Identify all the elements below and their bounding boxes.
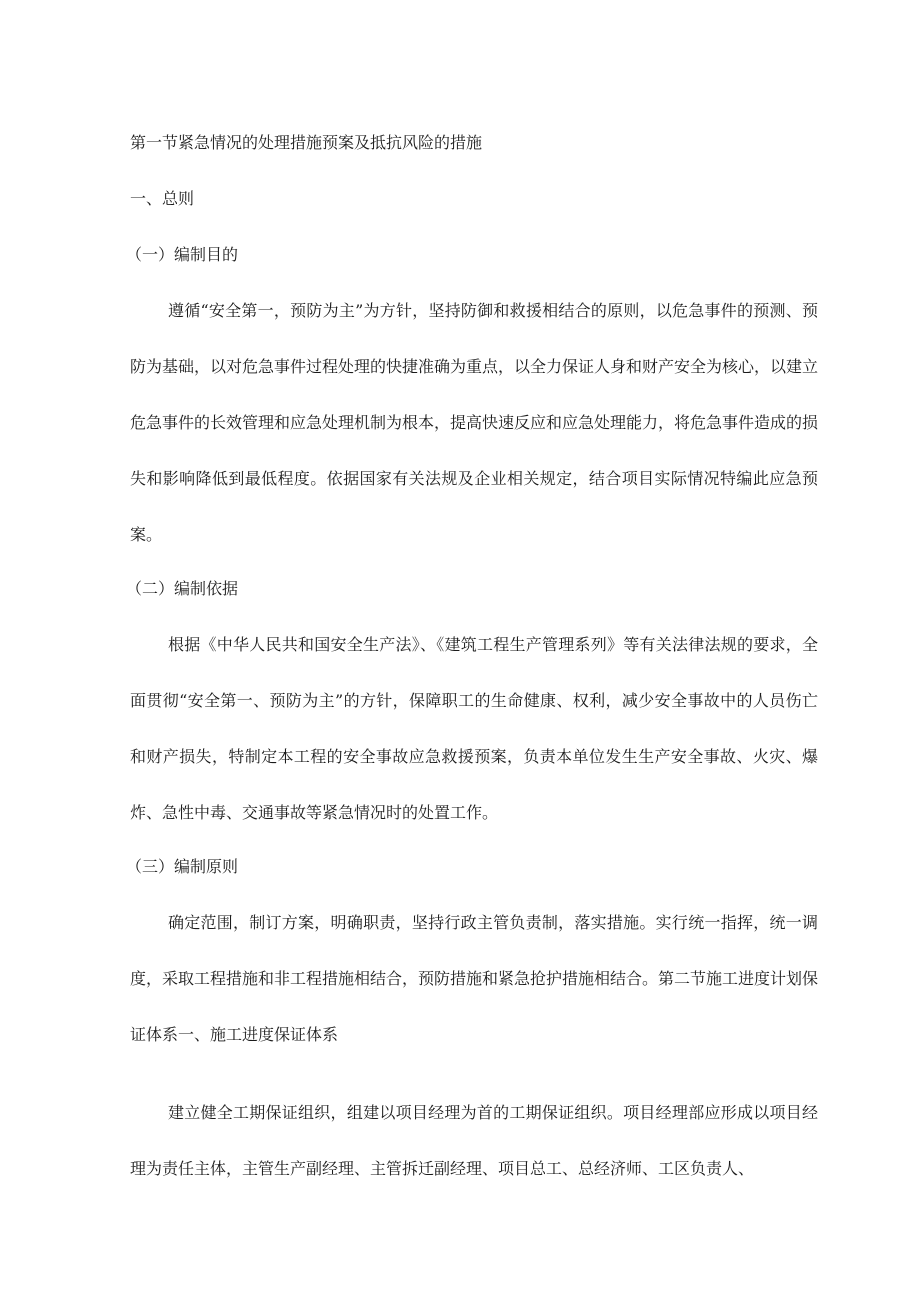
paragraph-schedule-guarantee: 建立健全工期保证组织，组建以项目经理为首的工期保证组织。项目经理部应形成以项目经理为责任主体，主管生产副经理、主管拆迁副经理、项目总工、总经济师、工区负责人、 bbox=[130, 1103, 818, 1178]
subsection-heading-principles: （三）编制原则 bbox=[126, 857, 239, 876]
general-heading: 一、总则 bbox=[130, 189, 195, 208]
section-title: 第一节紧急情况的处理措施预案及抵抗风险的措施 bbox=[130, 133, 483, 152]
subsection-heading-purpose: （一）编制目的 bbox=[126, 245, 239, 264]
subsection-heading-basis: （二）编制依据 bbox=[126, 579, 239, 598]
paragraph-basis: 根据《中华人民共和国安全生产法》、《建筑工程生产管理系列》等有关法律法规的要求，全面贯彻“安全第一、预防为主”的方针，保障职工的生命健康、权利，减少安全事故中的人员伤亡和财产损失，特制定本工程的安全事故应急救援预案，负责本单位发生生产安全事故、火灾、爆炸、急性中毒、交通事故等紧急情况时的处置工作。 bbox=[130, 635, 818, 822]
paragraph-principles: 确定范围，制订方案，明确职责，坚持行政主管负责制，落实措施。实行统一指挥，统一调度，采取工程措施和非工程措施相结合，预防措施和紧急抢护措施相结合。第二节施工进度计划保证体系一、施工进度保证体系 bbox=[130, 913, 819, 1044]
paragraph-purpose: 遵循“安全第一，预防为主”为方针，坚持防御和救援相结合的原则，以危急事件的预测、预防为基础，以对危急事件过程处理的快捷准确为重点，以全力保证人身和财产安全为核心，以建立危急事件的长效管理和应急处理机制为根本，提高快速反应和应急处理能力，将危急事件造成的损失和影响降低到最低程度。依据国家有关法规及企业相关规定，结合项目实际情况特编此应急预案。 bbox=[130, 301, 819, 544]
